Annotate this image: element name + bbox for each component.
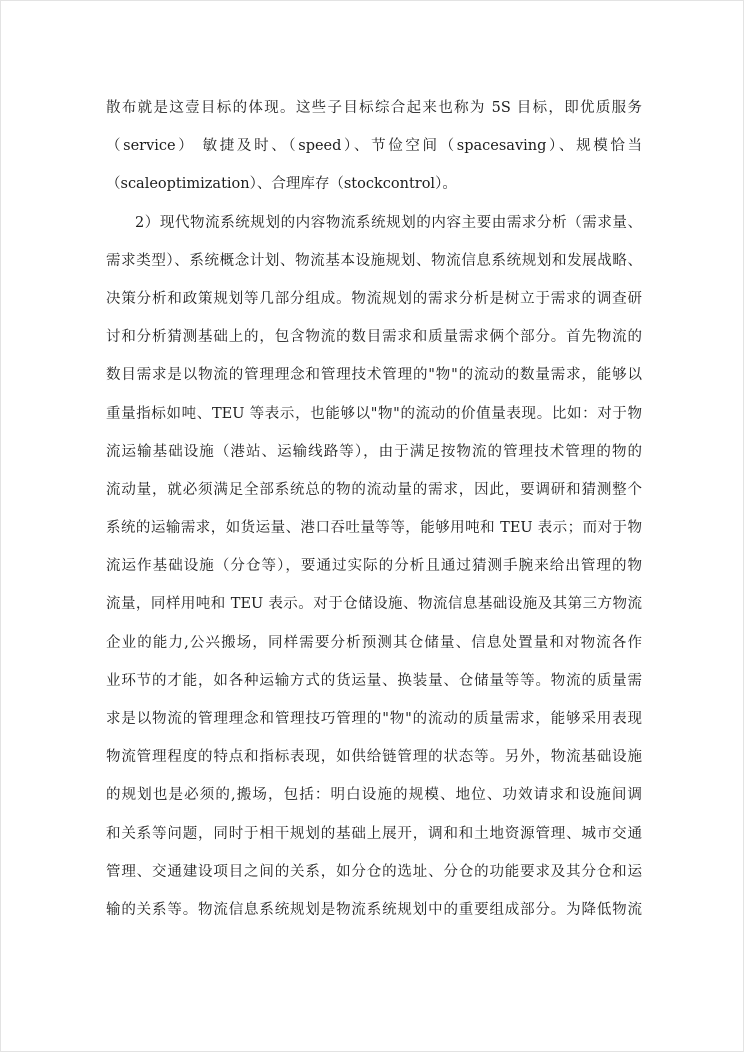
text-line: 求是以物流的管理理念和管理技巧管理的"物"的流动的质量需求，能够采用表现 [106,711,642,727]
text-line: 流动量，就必须满足全部系统总的物的流动量的需求，因此，要调研和猜测整个 [106,481,642,498]
text-line: 流运作基础设施（分仓等），要通过实际的分析且通过猜测手腕来给出管理的物 [106,558,642,575]
text-line: 和关系等问题，同时于相干规划的基础上展开，调和和土地资源管理、城市交通 [106,825,642,842]
paragraph [106,89,642,204]
text-line: 管理、交通建设项目之间的关系，如分仓的选址、分仓的功能要求及其分仓和运 [106,863,642,880]
text-line: 流量，同样用吨和 TEU 表示。对于仓储设施、物流信息基础设施及其第三方物流 [106,596,642,613]
text-line: 数目需求是以物流的管理理念和管理技术管理的"物"的流动的数量需求，能够以 [106,367,642,384]
text-line: （scaleoptimization）、合理库存（stockcontrol）。 [106,176,457,193]
text-line: 物流管理程度的特点和指标表现，如供给链管理的状态等。另外，物流基础设施 [106,749,642,766]
paragraph [106,204,642,930]
text-line: 2）现代物流系统规划的内容物流系统规划的内容主要由需求分析（需求量、 [135,214,642,231]
text-line: 重量指标如吨、TEU 等表示，也能够以"物"的流动的价值量表现。比如：对于物 [106,405,642,422]
text-line: 系统的运输需求，如货运量、港口吞吐量等等，能够用吨和 TEU 表示；而对于物 [106,520,642,537]
text-line: 业环节的才能，如各种运输方式的货运量、换装量、仓储量等等。物流的质量需 [106,672,642,689]
text-line: （service） 敏捷及时、（speed）、节俭空间（spacesaving）、规模恰当 [106,138,642,155]
text-line: 讨和分析猜测基础上的，包含物流的数目需求和质量需求俩个部分。首先物流的 [106,329,642,346]
text-line: 流运输基础设施（港站、运输线路等），由于满足按物流的管理技术管理的物的 [106,443,642,460]
text-line: 需求类型）、系统概念计划、物流基本设施规划、物流信息系统规划和发展战略、 [106,252,642,269]
text-line: 企业的能力,公兴搬场，同样需要分析预测其仓储量、信息处置量和对物流各作 [106,634,642,651]
text-line: 散布就是这壹目标的体现。这些子目标综合起来也称为 5S 目标，即优质服务 [106,100,642,116]
text-line: 的规划也是必须的,搬场，包括：明白设施的规模、地位、功效请求和设施间调 [106,787,642,804]
text-line: 输的关系等。物流信息系统规划是物流系统规划中的重要组成部分。为降低物流 [106,901,642,918]
text-block [106,89,642,929]
text-line: 决策分析和政策规划等几部分组成。物流规划的需求分析是树立于需求的调查研 [106,290,642,307]
